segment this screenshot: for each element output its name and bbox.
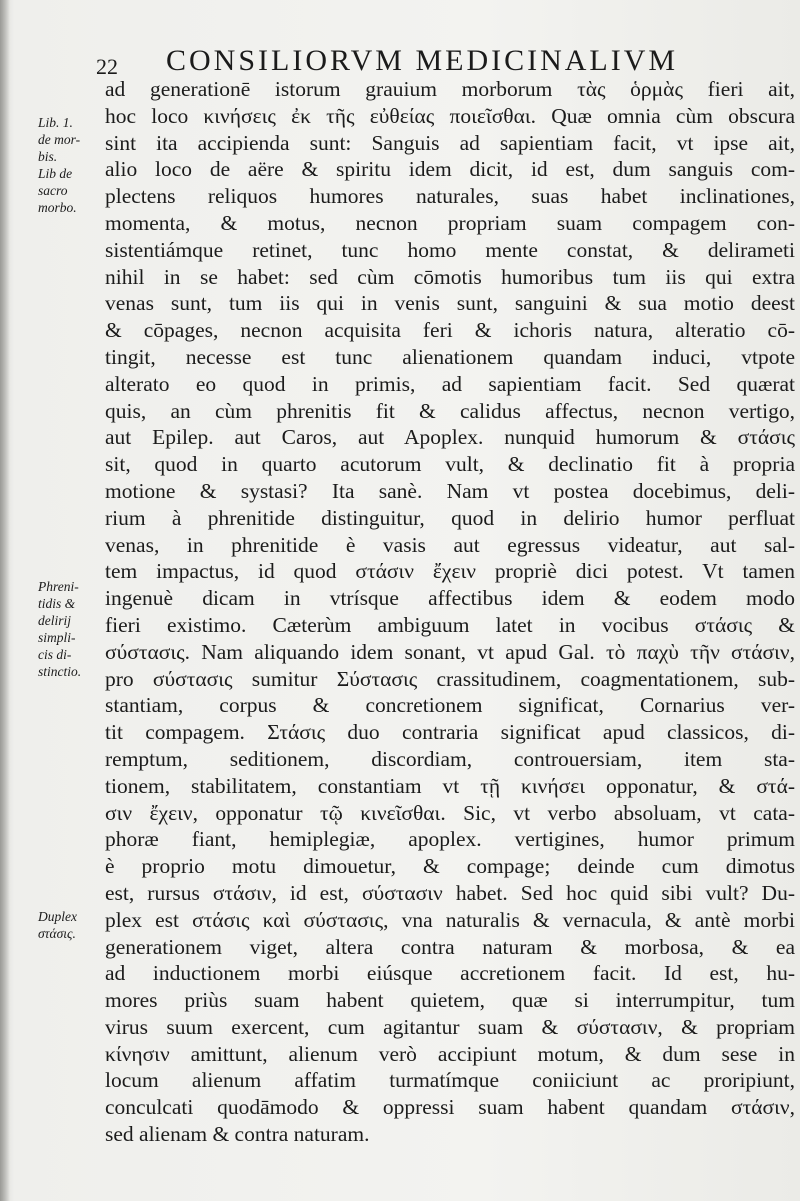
text-line: ad generationē istorum grauium morborum τὰς ὁρμὰς fieri ait,: [105, 77, 795, 101]
margin-note-line: tidis &: [38, 596, 76, 611]
margin-note-line: Lib. 1.: [38, 115, 73, 130]
text-line: motione & systasi? Ita sanè. Nam vt postea docebimus, deli-: [105, 478, 795, 503]
text-line: ad inductionem morbi eiúsque accretionem facit. Id est, hu-: [105, 961, 795, 986]
margin-note-duplex: [38, 908, 98, 942]
text-line: venas, in phrenitide è vasis aut egressus videatur, aut sal-: [105, 532, 795, 557]
text-line: σιν ἔχειν, opponatur τῷ κινεῖσθαι. Sic, vt verbo absoluam, vt cata-: [105, 800, 795, 825]
margin-note-phrenitidis: [38, 578, 98, 680]
body-text: [105, 76, 795, 1148]
text-line: tionem, stabilitatem, constantiam vt τῇ κινήσει opponatur, & στά-: [105, 773, 795, 798]
margin-note-line: Lib de: [38, 166, 73, 181]
text-line: rium à phrenitide distinguitur, quod in delirio humor perfluat: [105, 505, 795, 530]
text-line: & cōpages, necnon acquisita feri & ichoris natura, alteratio cō-: [105, 318, 795, 343]
text-line: virus suum exercent, cum agitantur suam & σύστασιν, & propriam: [105, 1014, 795, 1039]
page-header: [96, 40, 796, 80]
text-line: tem impactus, id quod στάσιν ἔχειν propriè dici potest. Vt tamen: [105, 559, 795, 584]
text-line: venas sunt, tum iis qui in venis sunt, sanguini & sua motio deest: [105, 291, 795, 316]
text-line: è proprio motu dimouetur, & compage; deinde cum dimotus: [105, 854, 795, 879]
text-line: remptum, seditionem, discordiam, controuersiam, item sta-: [105, 746, 795, 771]
text-line: stantiam, corpus & concretionem significat, Cornarius ver-: [105, 693, 795, 718]
margin-note-line: de mor-: [38, 132, 81, 147]
margin-note-line: Duplex: [38, 909, 77, 924]
text-line: sit, quod in quarto acutorum vult, & declinatio fit à propria: [105, 452, 795, 477]
page-number: 22: [96, 54, 118, 79]
margin-note-line: Phreni-: [38, 579, 79, 594]
text-line: nihil in se habet: sed cùm cōmotis humoribus tum iis qui extra: [105, 264, 795, 289]
margin-note-line: bis.: [38, 149, 58, 164]
text-line: alterato eo quod in primis, ad sapientiam facit. Sed quærat: [105, 371, 795, 396]
text-line: σύστασις. Nam aliquando idem sonant, vt apud Gal. τὸ παχὺ τῆν στάσιν,: [105, 639, 795, 664]
margin-note-line: morbo.: [38, 200, 77, 215]
text-line: quis, an cùm phrenitis fit & calidus affectus, necnon vertigo,: [105, 398, 795, 423]
margin-note-line: sacro: [38, 183, 68, 198]
text-line: est, rursus στάσιν, id est, σύστασιν habet. Sed hoc quid sibi vult? Du-: [105, 880, 795, 905]
text-line: tit compagem. Στάσις duo contraria significat apud classicos, di-: [105, 720, 795, 745]
text-line: phoræ fiant, hemiplegiæ, apoplex. vertigines, humor primum: [105, 827, 795, 852]
text-line: generationem viget, altera contra naturam & morbosa, & ea: [105, 934, 795, 959]
margin-note-lib-de-morbis: [38, 114, 98, 216]
margin-note-line: στάσις.: [38, 926, 76, 941]
text-line: mores priùs suam habent quietem, quæ si interrumpitur, tum: [105, 988, 795, 1013]
margin-note-line: cis di-: [38, 647, 72, 662]
text-line: locum alienum affatim turmatímque coniiciunt ac proripiunt,: [105, 1068, 795, 1093]
text-line: alio loco de aëre & spiritu idem dicit, id est, dum sanguis com-: [105, 157, 795, 182]
text-line: sint ita accipienda sunt: Sanguis ad sapientiam facit, vt ipse ait,: [105, 130, 795, 155]
text-line: aut Epilep. aut Caros, aut Apoplex. nunquid humorum & στάσις: [105, 425, 795, 450]
text-line: κίνησιν amittunt, alienum verò accipiunt motum, & dum sese in: [105, 1041, 795, 1066]
margin-note-line: delirij: [38, 613, 71, 628]
text-line: plectens reliquos humores naturales, suas habet inclinationes,: [105, 184, 795, 209]
text-line: hoc loco κινήσεις ἐκ τῆς εὐθείας ποιεῖσθαι. Quæ omnia cùm obscura: [105, 103, 795, 128]
running-title: CONSILIORVM MEDICINALIVM: [166, 44, 679, 77]
text-line: momenta, & motus, necnon propriam suam compagem con-: [105, 210, 795, 235]
text-line: plex est στάσις καὶ σύστασις, vna naturalis & vernacula, & antè morbi: [105, 907, 795, 932]
text-line: tingit, necesse est tunc alienationem quandam induci, vtpote: [105, 344, 795, 369]
text-line: pro σύστασις sumitur Σύστασις crassitudinem, coagmentationem, sub-: [105, 666, 795, 691]
text-line-last: sed alienam & contra naturam.: [105, 1122, 370, 1147]
text-line: sistentiámque retinet, tunc homo mente constat, & delirameti: [105, 237, 795, 262]
text-line: fieri existimo. Cæterùm ambiguum latet in vocibus στάσις &: [105, 612, 795, 637]
text-line: ingenuè dicam in vtrísque affectibus idem & eodem modo: [105, 586, 795, 611]
margin-note-line: simpli-: [38, 630, 76, 645]
margin-note-line: stinctio.: [38, 664, 82, 679]
text-line: conculcati quodāmodo & oppressi suam habent quandam στάσιν,: [105, 1095, 795, 1120]
gutter-shadow: [0, 0, 10, 1201]
